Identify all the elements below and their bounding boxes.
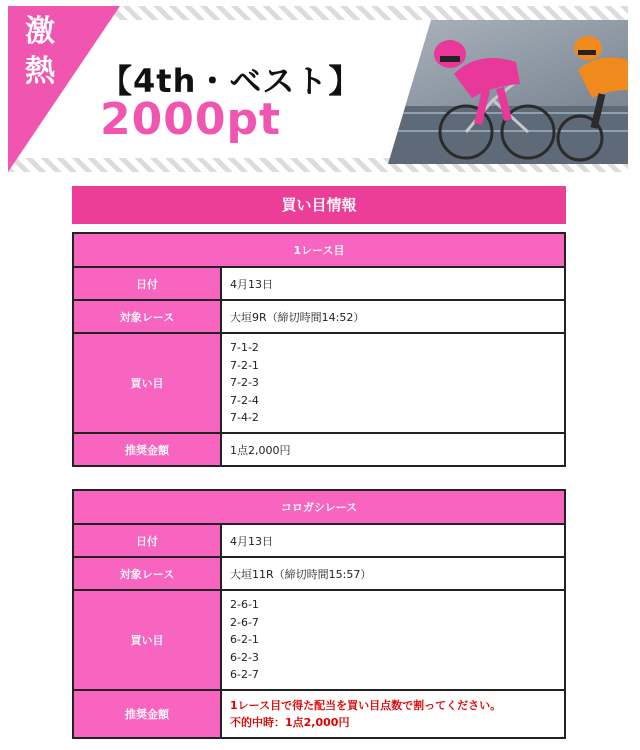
- race2-table: [72, 489, 566, 739]
- race2-bets-label: 買い目: [73, 590, 221, 690]
- rollover-instruction: 1レース目で得た配当を買い目点数で割ってください。: [230, 699, 502, 712]
- race2-caption: コロガシレース: [73, 490, 565, 524]
- race2-race-value: 大垣11R（締切時間15:57）: [221, 557, 565, 590]
- banner-tag-char-2: 熱: [25, 54, 55, 89]
- race1-race-label: 対象レース: [73, 300, 221, 333]
- table-row: [73, 300, 565, 333]
- race1-amount-value: 1点2,000円: [221, 433, 565, 466]
- table-row: [73, 267, 565, 300]
- table-row: [73, 233, 565, 267]
- bet-combination: 7-2-4: [230, 393, 259, 407]
- race1-table: [72, 232, 566, 467]
- bet-combination: 6-2-7: [230, 668, 259, 682]
- table-row: [73, 524, 565, 557]
- race2-date-label: 日付: [73, 524, 221, 557]
- table-row: [73, 590, 565, 690]
- table-row: [73, 333, 565, 433]
- bet-combination: 6-2-3: [230, 650, 259, 664]
- bet-combination: 6-2-1: [230, 633, 259, 647]
- race1-amount-label: 推奨金額: [73, 433, 221, 466]
- bet-combination: 2-6-7: [230, 615, 259, 629]
- bet-combination: 7-2-1: [230, 358, 259, 372]
- fallback-amount: 不的中時：1点2,000円: [230, 716, 350, 729]
- promo-banner: [8, 6, 628, 172]
- race2-amount-value: [221, 690, 565, 738]
- table-row: [73, 433, 565, 466]
- race2-amount-label: 推奨金額: [73, 690, 221, 738]
- bet-combination: 7-2-3: [230, 376, 259, 390]
- race1-caption: 1レース目: [73, 233, 565, 267]
- bet-combination: 7-4-2: [230, 411, 259, 425]
- banner-points: 2000pt: [100, 94, 281, 145]
- race1-date-value: 4月13日: [221, 267, 565, 300]
- banner-tag-char-1: 激: [25, 14, 55, 49]
- table-row: [73, 690, 565, 738]
- race2-date-value: 4月13日: [221, 524, 565, 557]
- banner-headline: 【4th・ベスト】: [100, 62, 362, 100]
- bet-combination: 7-1-2: [230, 341, 259, 355]
- table-row: [73, 557, 565, 590]
- race2-bets-list: [221, 590, 565, 690]
- table-row: [73, 490, 565, 524]
- race1-date-label: 日付: [73, 267, 221, 300]
- race2-race-label: 対象レース: [73, 557, 221, 590]
- race1-race-value: 大垣9R（締切時間14:52）: [221, 300, 565, 333]
- bet-combination: 2-6-1: [230, 598, 259, 612]
- race1-bets-list: [221, 333, 565, 433]
- banner-tag: [20, 12, 60, 92]
- race1-bets-label: 買い目: [73, 333, 221, 433]
- section-title: 買い目情報: [72, 186, 566, 224]
